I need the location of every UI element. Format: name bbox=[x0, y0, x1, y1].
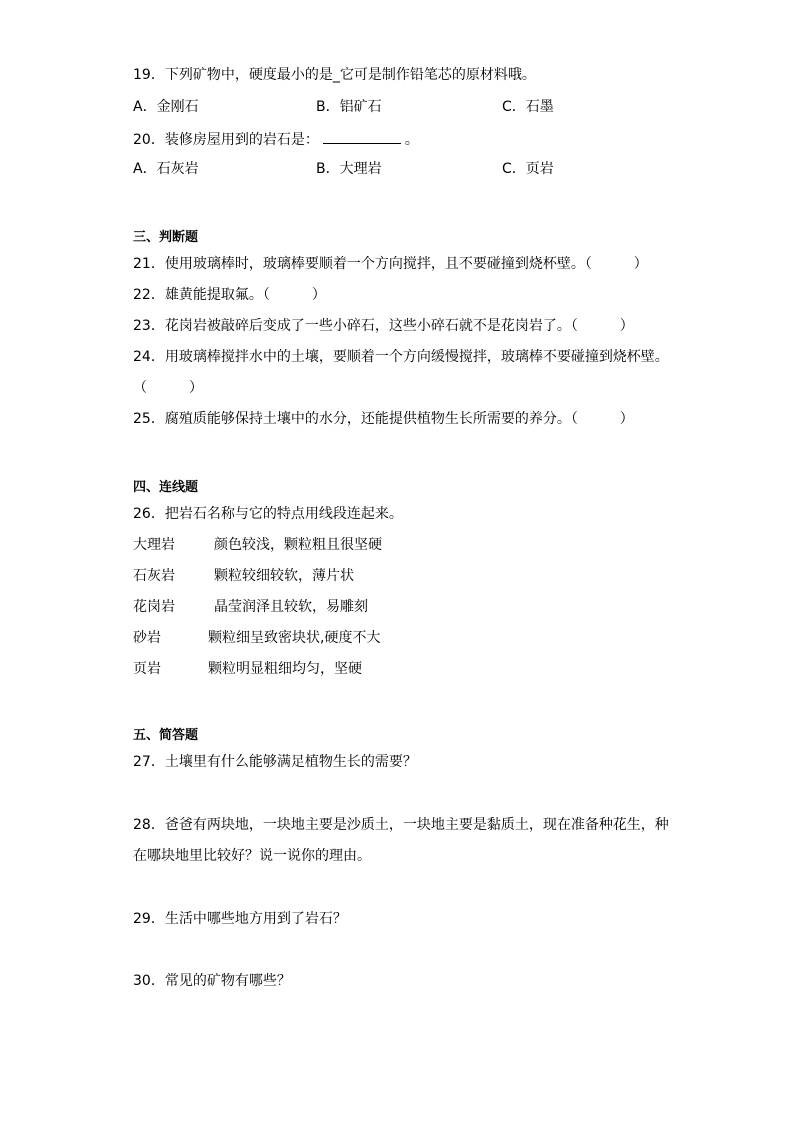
question-21-text: 21．使用玻璃棒时，玻璃棒要顺着一个方向搅拌，且不要碰撞到烧杯壁。（ ） bbox=[133, 256, 648, 272]
question-26-text: 26．把岩石名称与它的特点用线段连起来。 bbox=[133, 506, 403, 522]
section-3-heading: 三、判断题 bbox=[133, 230, 199, 245]
rock-name-1: 大理岩 bbox=[133, 537, 175, 553]
rock-name-4: 砂岩 bbox=[133, 630, 161, 646]
question-27-text: 27．土壤里有什么能够满足植物生长的需要？ bbox=[133, 754, 417, 770]
rock-feature-2: 颗粒较细较软，薄片状 bbox=[214, 568, 354, 584]
question-24-line-1: 24．用玻璃棒搅拌水中的土壤，要顺着一个方向缓慢搅拌，玻璃棒不要碰撞到烧杯壁。 bbox=[133, 349, 669, 365]
question-20-suffix: 。 bbox=[404, 132, 419, 148]
question-23-text: 23．花岗岩被敲碎后变成了一些小碎石，这些小碎石就不是花岗岩了。（ ） bbox=[133, 318, 634, 334]
question-20-option-c: C．页岩 bbox=[502, 161, 554, 177]
question-30-text: 30．常见的矿物有哪些？ bbox=[133, 973, 291, 989]
question-19-option-c: C．石墨 bbox=[502, 99, 554, 115]
rock-feature-4: 颗粒细呈致密块状,硬度不大 bbox=[208, 630, 381, 646]
answer-blank[interactable] bbox=[323, 129, 401, 144]
rock-feature-3: 晶莹润泽且较软，易雕刻 bbox=[214, 599, 368, 615]
question-20-option-b: B．大理岩 bbox=[316, 161, 382, 177]
rock-name-3: 花岗岩 bbox=[133, 599, 175, 615]
question-19-text: 19．下列矿物中，硬度最小的是_它可是制作铅笔芯的原材料哦。 bbox=[133, 67, 536, 83]
question-20-prompt: 20．装修房屋用到的岩石是： bbox=[133, 132, 319, 148]
question-20-option-a: A．石灰岩 bbox=[133, 161, 199, 177]
question-25-text: 25．腐殖质能够保持土壤中的水分，还能提供植物生长所需要的养分。（ ） bbox=[133, 411, 634, 427]
question-19-option-a: A．金刚石 bbox=[133, 99, 199, 115]
question-20-text bbox=[133, 129, 419, 149]
question-29-text: 29．生活中哪些地方用到了岩石？ bbox=[133, 911, 347, 927]
section-4-heading: 四、连线题 bbox=[133, 480, 199, 495]
question-22-text: 22．雄黄能提取氟。（ ） bbox=[133, 287, 326, 303]
question-19-option-b: B．铝矿石 bbox=[316, 99, 382, 115]
section-5-heading: 五、简答题 bbox=[133, 728, 199, 743]
rock-name-2: 石灰岩 bbox=[133, 568, 175, 584]
rock-feature-1: 颜色较浅，颗粒粗且很坚硬 bbox=[214, 537, 382, 553]
question-28-line-1: 28．爸爸有两块地，一块地主要是沙质土，一块地主要是黏质土，现在准备种花生，种 bbox=[133, 817, 669, 833]
rock-name-5: 页岩 bbox=[133, 661, 161, 677]
question-28-line-2: 在哪块地里比较好？说一说你的理由。 bbox=[133, 848, 371, 864]
question-24-line-2: （ ） bbox=[133, 380, 203, 396]
rock-feature-5: 颗粒明显粗细均匀，坚硬 bbox=[208, 661, 362, 677]
